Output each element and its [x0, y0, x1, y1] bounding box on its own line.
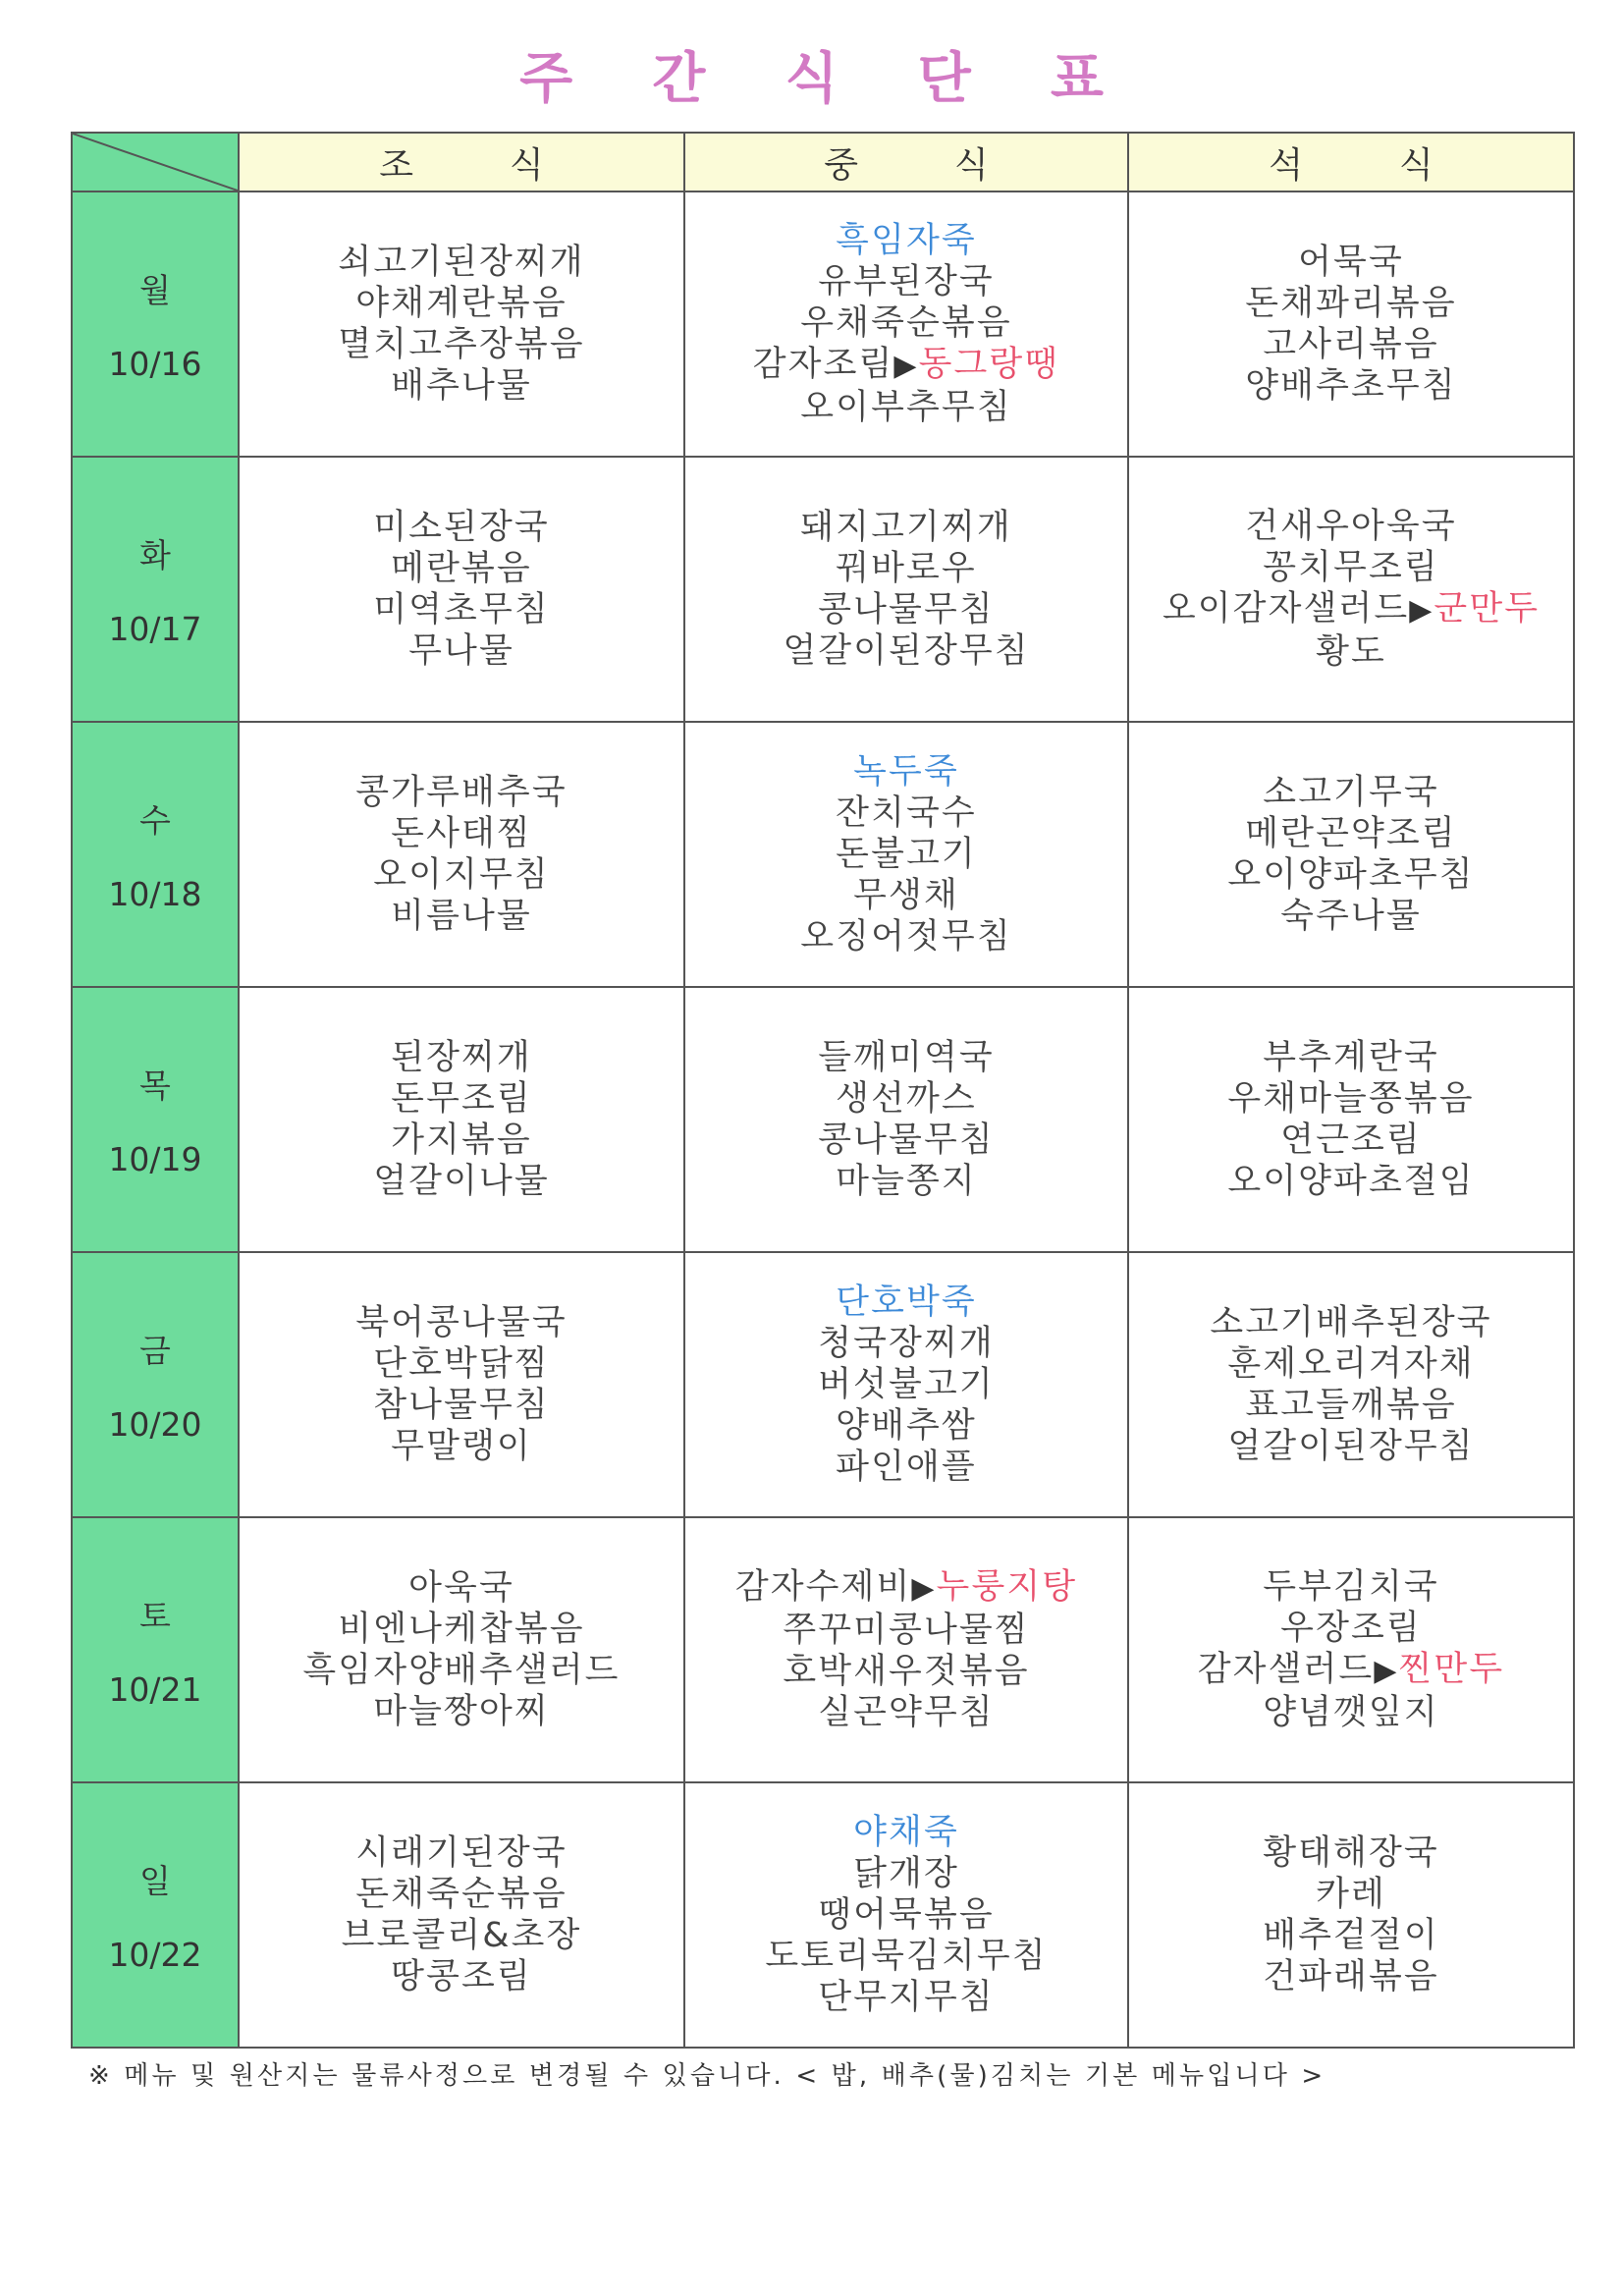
dish-name: 양배추쌈 — [836, 1406, 977, 1446]
extra-dish: 동그랑땡 — [918, 345, 1060, 384]
menu-item — [240, 813, 683, 854]
dish-name: 카레 — [1316, 1875, 1386, 1914]
day-cell — [72, 1252, 239, 1517]
menu-item — [240, 242, 683, 283]
menu-item — [685, 1161, 1127, 1202]
menu-item — [1129, 506, 1573, 547]
dish-name: 감자수제비 — [734, 1567, 912, 1607]
dish-name: 가지볶음 — [391, 1121, 532, 1160]
menu-item — [685, 1282, 1127, 1323]
menu-item — [1129, 365, 1573, 407]
day-cell — [72, 1517, 239, 1782]
dish-name: 두부김치국 — [1263, 1567, 1439, 1607]
menu-item — [685, 1323, 1127, 1364]
menu-item — [240, 1832, 683, 1874]
menu-item — [240, 548, 683, 589]
menu-item — [240, 1343, 683, 1385]
menu-item — [685, 834, 1127, 875]
breakfast-cell — [239, 1252, 684, 1517]
menu-item — [685, 1812, 1127, 1853]
dish-name: 실곤약무침 — [818, 1693, 995, 1732]
lunch-cell — [684, 1252, 1128, 1517]
menu-item — [685, 916, 1127, 957]
arrow-icon: ▶ — [893, 349, 919, 383]
dish-name: 참나물무침 — [373, 1386, 550, 1425]
day-row — [72, 191, 1574, 457]
dish-name: 황도 — [1316, 632, 1386, 672]
menu-item — [685, 302, 1127, 344]
dish-name: 오이양파초무침 — [1227, 855, 1475, 895]
dish-name: 부추계란국 — [1263, 1038, 1439, 1077]
day-row — [72, 1252, 1574, 1517]
footnote: ※ 메뉴 및 원산지는 물류사정으로 변경될 수 있습니다. < 밥, 배추(물)김치는 기본 메뉴입니다 > — [88, 2061, 1326, 2091]
day-date: 10/20 — [108, 1405, 202, 1444]
menu-item — [1129, 324, 1573, 365]
menu-item — [1129, 1649, 1573, 1692]
dish-name: 꿔바로우 — [836, 549, 977, 588]
day-cell — [72, 457, 239, 722]
dish-name: 고사리볶음 — [1263, 325, 1439, 364]
menu-item — [1129, 1302, 1573, 1343]
dish-name: 우채죽순볶음 — [800, 303, 1012, 343]
menu-item — [1129, 1385, 1573, 1426]
dish-name: 아욱국 — [408, 1568, 514, 1608]
dish-name: 쇠고기된장찌개 — [338, 243, 585, 282]
dish-name: 돈불고기 — [836, 835, 977, 874]
dish-name: 들깨미역국 — [818, 1038, 995, 1077]
day-date: 10/18 — [108, 875, 202, 913]
lunch-cell — [684, 457, 1128, 722]
dish-name: 오징어젓무침 — [800, 917, 1012, 957]
dish-name: 단무지무침 — [818, 1978, 995, 2017]
dish-name: 어묵국 — [1298, 243, 1404, 282]
dish-name: 멸치고추장볶음 — [338, 325, 585, 364]
menu-item — [1129, 1566, 1573, 1608]
menu-item — [1129, 631, 1573, 673]
dish-name: 얼갈이된장무침 — [783, 631, 1030, 671]
menu-item — [685, 1936, 1127, 1977]
dish-name: 메란곤약조림 — [1245, 814, 1457, 853]
extra-dish: 찐만두 — [1398, 1650, 1505, 1689]
lunch-cell — [684, 987, 1128, 1252]
menu-item — [240, 772, 683, 813]
menu-item — [685, 875, 1127, 916]
menu-item — [240, 1691, 683, 1732]
dish-name: 오이감자샐러드 — [1162, 589, 1410, 629]
dish-name: 우채마늘쫑볶음 — [1227, 1079, 1475, 1119]
dinner-cell — [1128, 1782, 1574, 2048]
menu-item — [685, 751, 1127, 793]
dish-name: 숙주나물 — [1280, 897, 1422, 936]
dish-name: 돼지고기찌개 — [800, 508, 1012, 547]
dish-name: 도토리묵김치무침 — [765, 1937, 1048, 1976]
extra-dish: 누룽지탕 — [936, 1567, 1078, 1607]
lunch-cell — [684, 191, 1128, 457]
dish-name: 얼갈이된장무침 — [1227, 1427, 1475, 1466]
dish-name: 돈채죽순볶음 — [355, 1875, 568, 1914]
header-dinner: 석 식 — [1128, 133, 1574, 191]
dish-name: 단호박죽 — [836, 1283, 977, 1322]
dish-name: 땡어묵볶음 — [818, 1895, 995, 1935]
day-row — [72, 457, 1574, 722]
menu-item — [1129, 1832, 1573, 1874]
dish-name: 오이양파초절임 — [1227, 1162, 1475, 1201]
menu-item — [1129, 1161, 1573, 1202]
day-name: 토 — [139, 1597, 171, 1635]
dinner-cell — [1128, 191, 1574, 457]
dish-name: 흑임자죽 — [836, 221, 977, 260]
day-row — [72, 722, 1574, 987]
day-name: 일 — [139, 1862, 171, 1900]
menu-item — [240, 1956, 683, 1997]
dish-name: 표고들깨볶음 — [1245, 1386, 1457, 1425]
menu-item — [240, 1161, 683, 1202]
menu-item — [1129, 588, 1573, 631]
menu-item — [685, 1610, 1127, 1651]
header-row — [72, 133, 1574, 191]
menu-item — [685, 1078, 1127, 1120]
dish-name: 배추겉절이 — [1263, 1916, 1439, 1955]
menu-item — [240, 1609, 683, 1650]
day-date: 10/16 — [108, 345, 202, 383]
menu-item — [685, 1692, 1127, 1733]
breakfast-cell — [239, 987, 684, 1252]
menu-item — [1129, 1874, 1573, 1915]
dish-name: 무생채 — [853, 876, 959, 915]
dish-name: 잔치국수 — [836, 793, 977, 833]
day-name: 수 — [139, 801, 171, 840]
menu-item — [685, 1651, 1127, 1692]
day-name: 금 — [139, 1332, 171, 1370]
breakfast-cell — [239, 1782, 684, 2048]
day-name: 월 — [139, 271, 171, 309]
menu-item — [240, 1567, 683, 1609]
day-name: 화 — [139, 536, 171, 574]
menu-item — [685, 1894, 1127, 1936]
lunch-cell — [684, 722, 1128, 987]
menu-item — [1129, 1037, 1573, 1078]
dish-name: 버섯불고기 — [818, 1365, 995, 1404]
dish-name: 우장조림 — [1280, 1609, 1422, 1648]
day-cell — [72, 722, 239, 987]
dish-name: 생선까스 — [836, 1079, 977, 1119]
dish-name: 마늘쫑지 — [836, 1162, 977, 1201]
dinner-cell — [1128, 457, 1574, 722]
menu-item — [685, 220, 1127, 261]
menu-item — [1129, 1915, 1573, 1956]
dish-name: 시래기된장국 — [355, 1833, 568, 1873]
dish-name: 돈사태찜 — [391, 814, 532, 853]
menu-item — [240, 283, 683, 324]
dish-name: 돈채꽈리볶음 — [1245, 284, 1457, 323]
lunch-cell — [684, 1517, 1128, 1782]
day-name: 목 — [139, 1066, 171, 1105]
day-date: 10/21 — [108, 1670, 202, 1709]
dish-name: 연근조림 — [1280, 1121, 1422, 1160]
dinner-cell — [1128, 722, 1574, 987]
day-cell — [72, 987, 239, 1252]
menu-item — [1129, 896, 1573, 937]
day-row — [72, 1782, 1574, 2048]
dish-name: 건새우아욱국 — [1245, 507, 1457, 546]
dish-name: 비엔나케찹볶음 — [338, 1610, 585, 1649]
dish-name: 오이지무침 — [373, 855, 550, 895]
menu-item — [685, 548, 1127, 589]
menu-item — [1129, 854, 1573, 896]
menu-item — [685, 630, 1127, 672]
menu-item — [685, 793, 1127, 834]
menu-item — [685, 1037, 1127, 1078]
dish-name: 꽁치무조림 — [1263, 548, 1439, 587]
dish-name: 배추나물 — [391, 366, 532, 406]
menu-item — [1129, 1692, 1573, 1733]
day-cell — [72, 1782, 239, 2048]
dish-name: 유부된장국 — [818, 262, 995, 301]
breakfast-cell — [239, 191, 684, 457]
menu-item — [685, 1566, 1127, 1610]
menu-item — [240, 1650, 683, 1691]
menu-item — [240, 1426, 683, 1467]
menu-item — [1129, 813, 1573, 854]
dinner-cell — [1128, 1252, 1574, 1517]
menu-item — [685, 387, 1127, 428]
menu-item — [1129, 1078, 1573, 1120]
extra-dish: 군만두 — [1434, 589, 1541, 629]
header-breakfast: 조 식 — [239, 133, 684, 191]
dinner-cell — [1128, 1517, 1574, 1782]
dish-name: 청국장찌개 — [818, 1324, 995, 1363]
dish-name: 야채계란볶음 — [355, 284, 568, 323]
day-date: 10/19 — [108, 1140, 202, 1178]
menu-item — [685, 589, 1127, 630]
menu-item — [685, 1447, 1127, 1488]
day-row — [72, 987, 1574, 1252]
menu-item — [685, 1364, 1127, 1405]
breakfast-cell — [239, 1517, 684, 1782]
dish-name: 녹두죽 — [853, 752, 959, 792]
menu-item — [240, 1302, 683, 1343]
dish-name: 메란볶음 — [391, 549, 532, 588]
menu-item — [240, 896, 683, 937]
menu-item — [240, 1915, 683, 1956]
menu-item — [685, 261, 1127, 302]
menu-item — [240, 1078, 683, 1120]
menu-item — [1129, 547, 1573, 588]
dinner-cell — [1128, 987, 1574, 1252]
arrow-icon: ▶ — [1409, 593, 1434, 628]
menu-item — [1129, 1956, 1573, 1997]
menu-item — [240, 630, 683, 672]
weekly-menu-table — [71, 132, 1575, 2049]
dish-name: 콩가루배추국 — [355, 773, 568, 812]
menu-item — [240, 1385, 683, 1426]
dish-name: 무말랭이 — [391, 1427, 532, 1466]
dish-name: 양념깻잎지 — [1263, 1693, 1439, 1732]
day-row — [72, 1517, 1574, 1782]
arrow-icon: ▶ — [1374, 1654, 1399, 1688]
dish-name: 야채죽 — [853, 1813, 959, 1852]
menu-item — [1129, 1426, 1573, 1467]
menu-item — [240, 507, 683, 548]
menu-item — [1129, 242, 1573, 283]
dish-name: 양배추초무침 — [1245, 366, 1457, 406]
breakfast-cell — [239, 457, 684, 722]
corner-cell — [72, 133, 239, 191]
menu-item — [240, 1874, 683, 1915]
day-date: 10/22 — [108, 1936, 202, 1974]
menu-body — [72, 191, 1574, 2048]
dish-name: 콩나물무침 — [818, 590, 995, 629]
dish-name: 북어콩나물국 — [355, 1303, 568, 1342]
dish-name: 건파래볶음 — [1263, 1957, 1439, 1996]
menu-item — [240, 324, 683, 365]
dish-name: 오이부추무침 — [800, 388, 1012, 427]
dish-name: 마늘짱아찌 — [373, 1692, 550, 1731]
dish-name: 감자조림 — [752, 345, 894, 384]
dish-name: 훈제오리겨자채 — [1227, 1344, 1475, 1384]
dish-name: 얼갈이나물 — [373, 1162, 550, 1201]
menu-item — [240, 365, 683, 407]
dish-name: 콩나물무침 — [818, 1121, 995, 1160]
dish-name: 미역초무침 — [373, 590, 550, 629]
menu-item — [685, 1405, 1127, 1447]
dish-name: 닭개장 — [853, 1854, 959, 1893]
dish-name: 파인애플 — [836, 1448, 977, 1487]
day-cell — [72, 191, 239, 457]
menu-item — [685, 1853, 1127, 1894]
menu-item — [685, 507, 1127, 548]
dish-name: 브로콜리&초장 — [341, 1916, 582, 1955]
menu-item — [240, 1037, 683, 1078]
menu-item — [240, 589, 683, 630]
dish-name: 된장찌개 — [391, 1038, 532, 1077]
menu-item — [685, 344, 1127, 387]
dish-name: 황태해장국 — [1263, 1833, 1439, 1873]
arrow-icon: ▶ — [911, 1571, 937, 1606]
menu-item — [685, 1120, 1127, 1161]
dish-name: 무나물 — [408, 631, 514, 671]
menu-item — [1129, 283, 1573, 324]
page-title: 주 간 식 단 표 — [519, 47, 1134, 111]
menu-item — [685, 1977, 1127, 2018]
dish-name: 감자샐러드 — [1197, 1650, 1375, 1689]
dish-name: 땅콩조림 — [391, 1957, 532, 1996]
day-date: 10/17 — [108, 610, 202, 648]
menu-item — [1129, 1608, 1573, 1649]
breakfast-cell — [239, 722, 684, 987]
menu-item — [240, 854, 683, 896]
dish-name: 호박새우젓볶음 — [783, 1652, 1030, 1691]
dish-name: 비름나물 — [391, 897, 532, 936]
menu-item — [240, 1120, 683, 1161]
menu-item — [1129, 772, 1573, 813]
menu-item — [1129, 1343, 1573, 1385]
dish-name: 흑임자양배추샐러드 — [302, 1651, 621, 1690]
dish-name: 돈무조림 — [391, 1079, 532, 1119]
dish-name: 미소된장국 — [373, 508, 550, 547]
dish-name: 소고기배추된장국 — [1210, 1303, 1492, 1342]
dish-name: 단호박닭찜 — [373, 1344, 550, 1384]
menu-item — [1129, 1120, 1573, 1161]
diagonal-divider — [73, 134, 238, 191]
header-lunch: 중 식 — [684, 133, 1128, 191]
dish-name: 쭈꾸미콩나물찜 — [783, 1611, 1030, 1650]
dish-name: 소고기무국 — [1263, 773, 1439, 812]
lunch-cell — [684, 1782, 1128, 2048]
